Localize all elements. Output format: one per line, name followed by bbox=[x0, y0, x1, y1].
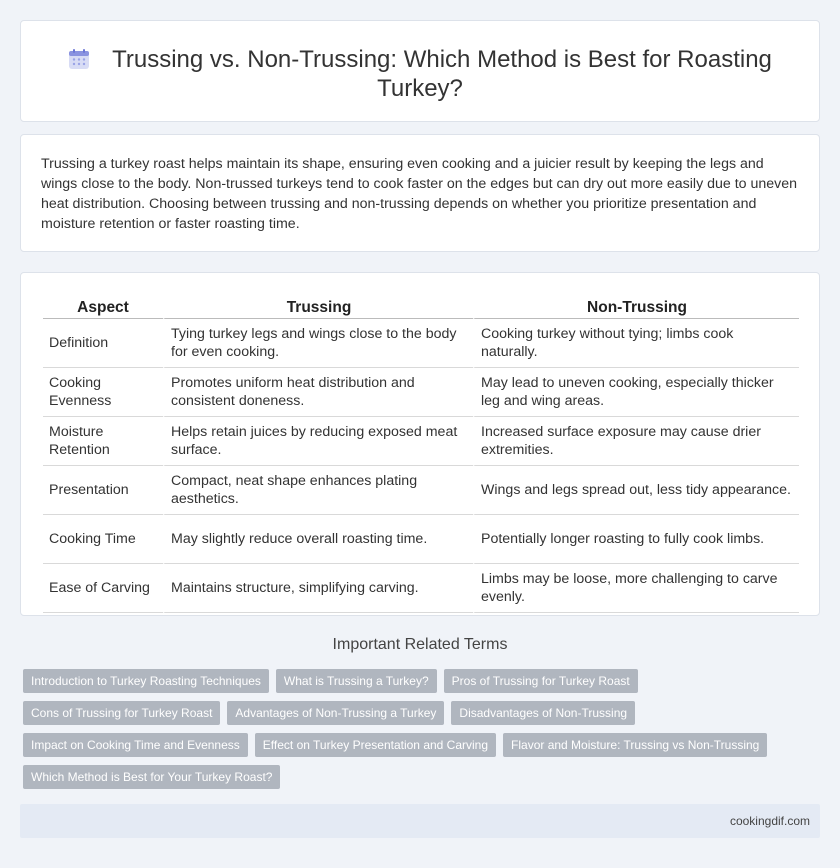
cell-trussing: Tying turkey legs and wings close to the body for even cooking. bbox=[163, 319, 473, 368]
tag-row bbox=[23, 733, 813, 765]
comparison-card bbox=[20, 272, 820, 616]
title-card bbox=[20, 20, 820, 122]
cell-aspect: Definition bbox=[43, 319, 163, 368]
comparison-table bbox=[43, 291, 799, 613]
table-row bbox=[43, 417, 799, 466]
related-tag[interactable]: Disadvantages of Non-Trussing bbox=[451, 701, 635, 725]
page-title bbox=[21, 21, 819, 103]
cell-aspect: Cooking Evenness bbox=[43, 368, 163, 417]
calendar-icon bbox=[68, 48, 90, 70]
related-tag[interactable]: Impact on Cooking Time and Evenness bbox=[23, 733, 248, 757]
header-trussing: Trussing bbox=[163, 291, 473, 319]
tag-row bbox=[23, 701, 813, 733]
cell-non-trussing: Wings and legs spread out, less tidy appearance. bbox=[473, 466, 799, 515]
cell-non-trussing: Cooking turkey without tying; limbs cook naturally. bbox=[473, 319, 799, 368]
related-tag[interactable]: Effect on Turkey Presentation and Carving bbox=[255, 733, 496, 757]
cell-aspect: Ease of Carving bbox=[43, 564, 163, 613]
tag-row bbox=[23, 669, 813, 701]
related-tag[interactable]: What is Trussing a Turkey? bbox=[276, 669, 437, 693]
page-title-text: Trussing vs. Non-Trussing: Which Method is Best for Roasting Turkey? bbox=[112, 46, 772, 102]
cell-aspect: Moisture Retention bbox=[43, 417, 163, 466]
related-tag[interactable]: Advantages of Non-Trussing a Turkey bbox=[227, 701, 444, 725]
related-tag[interactable]: Which Method is Best for Your Turkey Roast? bbox=[23, 765, 280, 789]
related-tag[interactable]: Pros of Trussing for Turkey Roast bbox=[444, 669, 638, 693]
header-non-trussing: Non-Trussing bbox=[473, 291, 799, 319]
cell-non-trussing: May lead to uneven cooking, especially thicker leg and wing areas. bbox=[473, 368, 799, 417]
footer-site-link[interactable]: cookingdif.com bbox=[729, 814, 810, 828]
related-tag[interactable]: Cons of Trussing for Turkey Roast bbox=[23, 701, 220, 725]
cell-trussing: Helps retain juices by reducing exposed meat surface. bbox=[163, 417, 473, 466]
cell-non-trussing: Limbs may be loose, more challenging to carve evenly. bbox=[473, 564, 799, 613]
footer bbox=[20, 804, 820, 838]
cell-trussing: Compact, neat shape enhances plating aesthetics. bbox=[163, 466, 473, 515]
cell-trussing: Maintains structure, simplifying carving. bbox=[163, 564, 473, 613]
cell-non-trussing: Increased surface exposure may cause drier extremities. bbox=[473, 417, 799, 466]
table-row bbox=[43, 368, 799, 417]
table-header-row bbox=[43, 291, 799, 319]
related-tag[interactable]: Flavor and Moisture: Trussing vs Non-Trussing bbox=[503, 733, 767, 757]
cell-trussing: Promotes uniform heat distribution and consistent doneness. bbox=[163, 368, 473, 417]
intro-text: Trussing a turkey roast helps maintain its shape, ensuring even cooking and a juicier result by keeping the legs and wings close to the body. Non-trussed turkeys tend to cook faster on the edges but can dry out more easily due to uneven heat distribution. Choosing between trussing and non-trussing depends on whether you prioritize presentation and moisture retention or faster roasting time. bbox=[41, 156, 798, 232]
cell-trussing: May slightly reduce overall roasting time. bbox=[163, 515, 473, 564]
table-row bbox=[43, 466, 799, 515]
tag-row bbox=[23, 765, 813, 797]
table-row bbox=[43, 319, 799, 368]
related-terms-title: Important Related Terms bbox=[332, 636, 508, 653]
cell-non-trussing: Potentially longer roasting to fully cook limbs. bbox=[473, 515, 799, 564]
table-row bbox=[43, 564, 799, 613]
cell-aspect: Presentation bbox=[43, 466, 163, 515]
table-row bbox=[43, 515, 799, 564]
header-aspect: Aspect bbox=[43, 291, 163, 319]
intro-card bbox=[20, 134, 820, 252]
related-tag[interactable]: Introduction to Turkey Roasting Techniques bbox=[23, 669, 269, 693]
related-terms-tags bbox=[23, 669, 813, 797]
cell-aspect: Cooking Time bbox=[43, 515, 163, 564]
